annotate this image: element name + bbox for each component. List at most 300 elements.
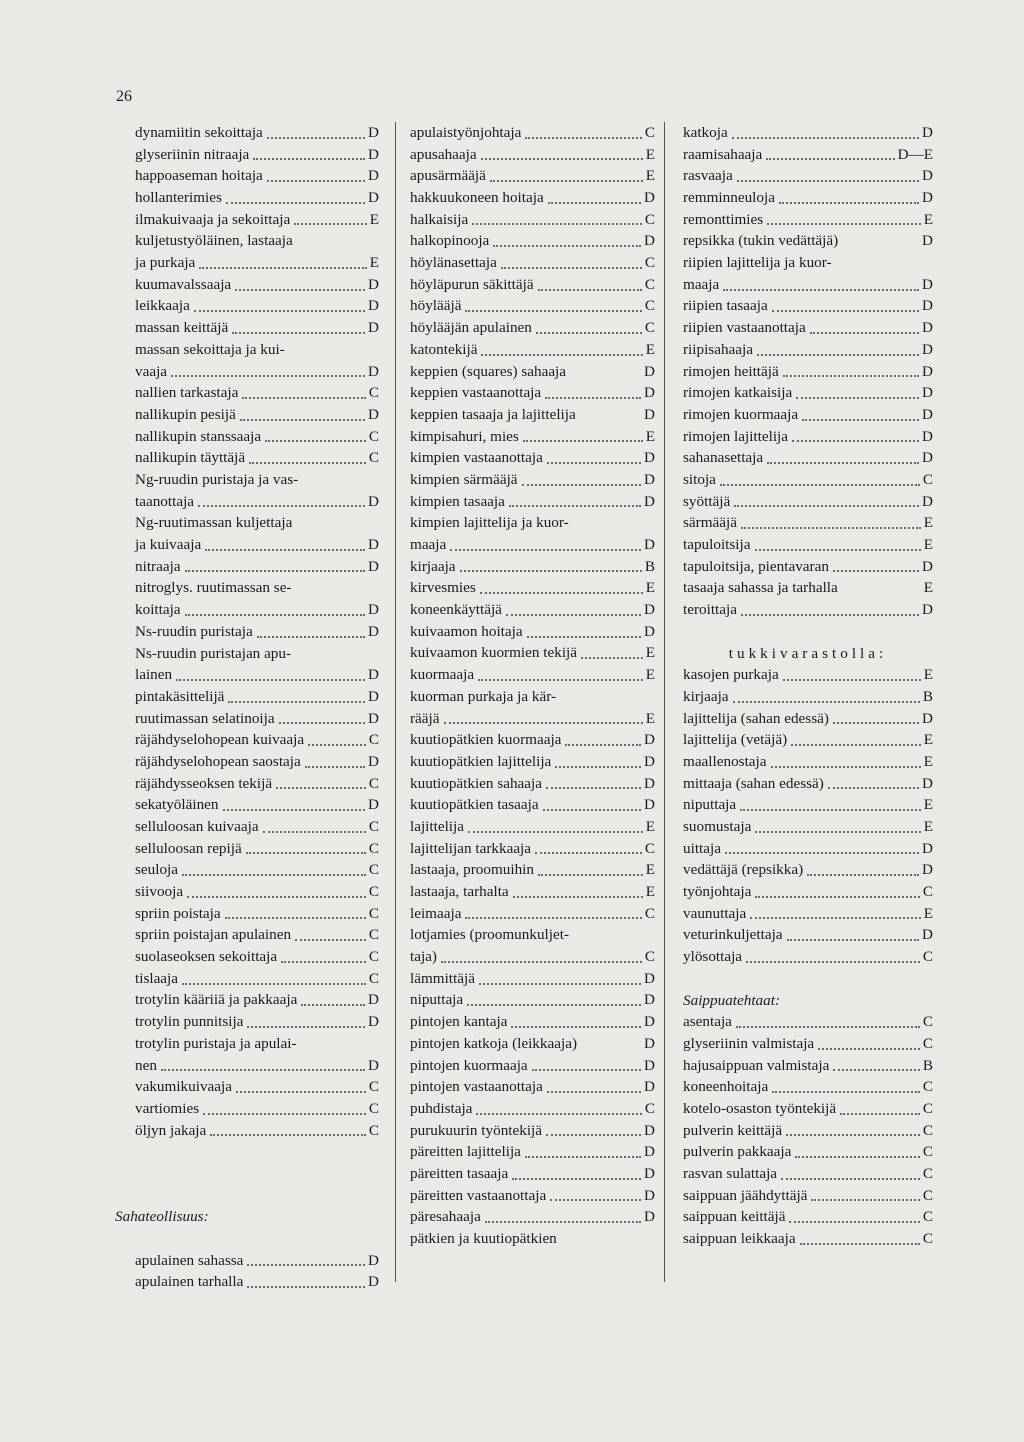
occupation-label: höyläpurun säkittäjä [410, 275, 534, 293]
dot-leader [468, 831, 643, 833]
occupation-label-line: Ng-ruudin puristaja ja vas- [135, 471, 299, 488]
occupation-entry [135, 165, 379, 187]
occupation-label: riipisahaaja [683, 340, 753, 358]
occupation-label: työnjohtaja [683, 883, 752, 901]
spacer [683, 968, 933, 990]
occupation-label: uittaja [683, 839, 721, 857]
class-code: D [922, 601, 933, 619]
dot-leader [766, 158, 894, 160]
dot-leader [732, 137, 919, 139]
occupation-entry [135, 1011, 379, 1033]
occupation-label-line: massan sekoittaja ja kui- [135, 340, 285, 358]
class-code: D [922, 189, 933, 207]
occupation-entry [410, 751, 655, 773]
dot-leader [512, 1178, 641, 1180]
class-code: E [923, 731, 933, 749]
occupation-label: asentaja [683, 1013, 732, 1031]
occupation-label: maaja [410, 536, 447, 554]
occupation-label: vartiomies [135, 1099, 200, 1117]
dot-leader [811, 1199, 919, 1201]
class-code: D [368, 796, 379, 814]
class-code: D [368, 557, 379, 575]
class-code: D [368, 622, 379, 640]
dot-leader [767, 462, 919, 464]
dot-leader [781, 1178, 920, 1180]
class-code: D [368, 189, 379, 207]
occupation-label-line: lotjamies (proomunkuljet- [410, 926, 570, 944]
occupation-label: vedättäjä (repsikka) [683, 861, 804, 879]
dot-leader [203, 1113, 366, 1115]
dot-leader [527, 636, 641, 638]
occupation-entry [683, 187, 933, 209]
occupation-label: repsikka (tukin vedättäjä) [683, 232, 839, 250]
dot-leader [741, 527, 921, 529]
class-code: D [644, 1164, 655, 1182]
occupation-label: selluloosan repijä [135, 839, 242, 857]
dot-leader [807, 874, 919, 876]
occupation-label: seuloja [135, 861, 179, 879]
occupation-label: kotelo-osaston työntekijä [683, 1099, 837, 1117]
occupation-entry [135, 686, 379, 708]
dot-leader [755, 831, 920, 833]
occupation-label: kirjaaja [410, 557, 456, 575]
class-code: D [644, 1034, 655, 1052]
occupation-label: tapuloitsija [683, 536, 751, 554]
occupation-label-line: nitroglys. ruutimassan se- [135, 579, 292, 597]
class-code: D [922, 449, 933, 467]
occupation-entry [683, 729, 933, 751]
occupation-label: pintakäsittelijä [135, 687, 225, 705]
class-code: C [368, 1121, 379, 1139]
class-code: C [644, 948, 655, 966]
occupation-entry [135, 773, 379, 795]
occupation-label: sekatyöläinen [135, 796, 219, 814]
spacer [135, 1141, 379, 1163]
dot-leader [535, 852, 642, 854]
occupation-entry [135, 1271, 379, 1293]
occupation-entry [683, 664, 933, 686]
dot-leader [522, 484, 641, 486]
occupation-label-line: pätkien ja kuutiopätkien [410, 1230, 557, 1248]
occupation-entry [410, 1141, 655, 1163]
class-code: C [368, 904, 379, 922]
class-code: D [922, 926, 933, 944]
occupation-label: lajittelija (sahan edessä) [683, 709, 829, 727]
class-code: D [368, 601, 379, 619]
class-code: D [922, 123, 933, 141]
occupation-entry [135, 144, 379, 166]
occupation-entry [683, 946, 933, 968]
class-code: C [644, 297, 655, 315]
occupation-label: apulaistyönjohtaja [410, 123, 522, 141]
class-code: C [368, 861, 379, 879]
occupation-label-line: Ng-ruutimassan kuljettaja [135, 514, 293, 532]
occupation-label: kirvesmies [410, 579, 476, 597]
class-code: C [368, 817, 379, 835]
occupation-label: saippuan leikkaaja [683, 1230, 796, 1248]
occupation-label: Ns-ruudin puristaja [135, 622, 253, 640]
class-code: E [645, 167, 655, 185]
occupation-entry [135, 1076, 379, 1098]
occupation-entry [410, 859, 655, 881]
occupation-entry [683, 1011, 933, 1033]
dot-leader [279, 722, 365, 724]
occupation-label: vakumikuivaaja [135, 1078, 232, 1096]
occupation-entry [683, 491, 933, 513]
occupation-entry [410, 447, 655, 469]
class-code: D [922, 340, 933, 358]
class-code: C [644, 319, 655, 337]
occupation-entry [410, 729, 655, 751]
dot-leader [247, 1264, 365, 1266]
class-code: E [645, 709, 655, 727]
dot-leader [548, 202, 641, 204]
occupation-entry [135, 361, 379, 383]
class-code: D [368, 666, 379, 684]
dot-leader [450, 549, 641, 551]
occupation-label: nitraaja [135, 557, 181, 575]
dot-leader [242, 397, 366, 399]
occupation-entry [683, 144, 933, 166]
occupation-entry [683, 924, 933, 946]
occupation-entry [683, 708, 933, 730]
dot-leader [247, 1286, 365, 1288]
page-number: 26 [116, 88, 132, 105]
occupation-entry [683, 1120, 933, 1142]
occupation-entry [683, 599, 933, 621]
class-code: C [922, 1078, 933, 1096]
occupation-label: kuumavalssaaja [135, 275, 232, 293]
occupation-label: trotylin kääriiä ja pakkaaja [135, 991, 298, 1009]
occupation-entry [683, 447, 933, 469]
column-divider [664, 122, 665, 1282]
occupation-entry [410, 577, 655, 599]
dot-leader [810, 332, 919, 334]
dot-leader [772, 310, 919, 312]
occupation-entry [135, 838, 379, 860]
dot-leader [246, 852, 366, 854]
occupation-label: rimojen heittäjä [683, 362, 779, 380]
class-code: E [645, 427, 655, 445]
occupation-label: riipien tasaaja [683, 297, 768, 315]
occupation-entry [683, 469, 933, 491]
occupation-entry [410, 708, 655, 730]
occupation-entry [683, 1076, 933, 1098]
occupation-label: keppien vastaanottaja [410, 384, 542, 402]
occupation-label: rasvaaja [683, 167, 733, 185]
class-code: C [368, 1078, 379, 1096]
dot-leader [725, 852, 919, 854]
dot-leader [182, 983, 366, 985]
occupation-label: suolaseoksen sekoittaja [135, 948, 278, 966]
class-code: D [368, 1056, 379, 1074]
occupation-label: kimpien tasaaja [410, 492, 505, 510]
class-code: C [922, 1143, 933, 1161]
class-code: D [368, 709, 379, 727]
class-code: D [644, 601, 655, 619]
dot-leader [772, 1091, 920, 1093]
dot-leader [247, 1026, 365, 1028]
class-code: D [644, 796, 655, 814]
dot-leader [479, 983, 641, 985]
class-code: D [922, 709, 933, 727]
class-code: D [644, 622, 655, 640]
class-code: D [368, 405, 379, 423]
occupation-entry [135, 729, 379, 751]
dot-leader [581, 657, 643, 659]
occupation-label: maaja [683, 275, 720, 293]
class-code: C [922, 1164, 933, 1182]
occupation-label: katkoja [683, 123, 728, 141]
occupation-entry [410, 664, 655, 686]
class-code: C [922, 883, 933, 901]
occupation-entry [410, 382, 655, 404]
dot-leader [550, 1199, 641, 1201]
occupation-entry [135, 426, 379, 448]
dot-leader [465, 310, 641, 312]
occupation-label: kuutiopätkien kuormaaja [410, 731, 562, 749]
dot-leader [757, 354, 919, 356]
dot-leader [746, 961, 920, 963]
occupation-entry [135, 187, 379, 209]
occupation-label: kuormaaja [410, 666, 475, 684]
occupation-label: pintojen vastaanottaja [410, 1078, 543, 1096]
occupation-label: pintojen kantaja [410, 1013, 508, 1031]
dot-leader [171, 375, 365, 377]
occupation-entry [135, 534, 379, 556]
occupation-entry [135, 990, 379, 1012]
occupation-entry [135, 794, 379, 816]
class-code: D [368, 752, 379, 770]
occupation-label: räjähdyselohopean kuivaaja [135, 731, 305, 749]
class-code: E [923, 210, 933, 228]
class-code: D [368, 1251, 379, 1269]
class-code: D [922, 297, 933, 315]
occupation-label: apulainen sahassa [135, 1251, 244, 1269]
occupation-entry [683, 859, 933, 881]
occupation-label: hajusaippuan valmistaja [683, 1056, 830, 1074]
class-code: D [922, 232, 933, 250]
occupation-label: kuivaamon hoitaja [410, 622, 523, 640]
dot-leader [511, 1026, 641, 1028]
class-code: D [644, 405, 655, 423]
occupation-entry [683, 1228, 933, 1250]
occupation-entry [683, 816, 933, 838]
occupation-entry [410, 252, 655, 274]
occupation-label: purukuurin työntekijä [410, 1121, 543, 1139]
occupation-label: nallikupin pesijä [135, 405, 236, 423]
occupation-entry [135, 903, 379, 925]
occupation-entry [410, 881, 655, 903]
occupation-entry [135, 447, 379, 469]
class-code: D [368, 297, 379, 315]
section-heading: Saippuatehtaat: [683, 991, 781, 1009]
class-code: D [644, 752, 655, 770]
dot-leader [225, 917, 366, 919]
occupation-label-line: kimpien lajittelija ja kuor- [410, 514, 569, 532]
occupation-label: ruutimassan selatinoija [135, 709, 275, 727]
occupation-label: koneenhoitaja [683, 1078, 769, 1096]
occupation-entry [683, 1098, 933, 1120]
occupation-entry [683, 534, 933, 556]
dot-leader [555, 766, 641, 768]
dot-leader [210, 1134, 366, 1136]
class-code: C [644, 839, 655, 857]
occupation-entry [410, 968, 655, 990]
occupation-label: kimpisahuri, mies [410, 427, 519, 445]
occupation-label-line: Ns-ruudin puristajan apu- [135, 644, 292, 662]
dot-leader [228, 701, 365, 703]
occupation-label: tislaaja [135, 969, 179, 987]
class-code: D [644, 362, 655, 380]
dot-leader [565, 744, 641, 746]
dot-leader [480, 592, 643, 594]
class-code: C [368, 883, 379, 901]
dot-leader [465, 917, 641, 919]
class-code: E [645, 883, 655, 901]
occupation-label: lainen [135, 666, 173, 684]
occupation-label: keppien tasaaja ja lajittelija [410, 405, 576, 423]
occupation-label: vaaja [135, 362, 168, 380]
occupation-label: lämmittäjä [410, 969, 475, 987]
dot-leader [198, 505, 365, 507]
section-heading: Sahateollisuus: [115, 1208, 209, 1226]
occupation-label: saippuan keittäjä [683, 1208, 786, 1226]
occupation-entry [135, 1055, 379, 1077]
occupation-entry [683, 317, 933, 339]
occupation-entry [410, 556, 655, 578]
occupation-entry [135, 816, 379, 838]
occupation-label: räjähdysseoksen tekijä [135, 774, 273, 792]
occupation-entry [135, 968, 379, 990]
occupation-label: vaunuttaja [683, 904, 747, 922]
dot-leader [791, 744, 921, 746]
occupation-entry [683, 404, 933, 426]
occupation-label-line: kuljetustyöläinen, lastaaja [135, 232, 293, 250]
occupation-label-line: riipien lajittelija ja kuor- [683, 254, 832, 272]
occupation-entry [410, 317, 655, 339]
occupation-entry [410, 230, 655, 252]
occupation-entry [683, 881, 933, 903]
occupation-label: suomustaja [683, 817, 752, 835]
dot-leader [481, 354, 642, 356]
class-code: E [369, 254, 379, 272]
occupation-label: koittaja [135, 601, 181, 619]
dot-leader [478, 679, 643, 681]
occupation-label: päreitten lajittelija [410, 1143, 521, 1161]
dot-leader [771, 766, 921, 768]
class-code: E [923, 514, 933, 532]
class-code: D [644, 189, 655, 207]
occupation-entry [135, 599, 379, 621]
occupation-label: riipien vastaanottaja [683, 319, 806, 337]
occupation-entry [410, 1206, 655, 1228]
occupation-label: pulverin keittäjä [683, 1121, 783, 1139]
occupation-entry [135, 708, 379, 730]
dot-leader [538, 289, 642, 291]
class-code: D [368, 991, 379, 1009]
column-1 [115, 122, 379, 1293]
occupation-entry [410, 643, 655, 665]
class-code: D [922, 492, 933, 510]
dot-leader [833, 722, 919, 724]
dot-leader [786, 1134, 920, 1136]
class-code: C [368, 926, 379, 944]
dot-leader [547, 1091, 641, 1093]
occupation-label: ylösottaja [683, 948, 743, 966]
spacer [135, 1228, 379, 1250]
dot-leader [205, 549, 365, 551]
occupation-label: halkopinooja [410, 232, 490, 250]
occupation-label: glyseriinin valmistaja [683, 1034, 815, 1052]
class-code: C [368, 948, 379, 966]
occupation-label: nallikupin stanssaaja [135, 427, 262, 445]
dot-leader [737, 180, 919, 182]
class-code: D [922, 362, 933, 380]
dot-leader [176, 679, 365, 681]
class-code: E [645, 861, 655, 879]
dot-leader [547, 462, 641, 464]
occupation-entry [410, 187, 655, 209]
occupation-entry [683, 382, 933, 404]
class-code: E [923, 817, 933, 835]
occupation-entry [683, 577, 933, 599]
occupation-entry [135, 924, 379, 946]
class-code: D [644, 384, 655, 402]
occupation-entry [683, 426, 933, 448]
occupation-label: apusärmääjä [410, 167, 486, 185]
occupation-label: kirjaaja [683, 687, 729, 705]
occupation-label: rimojen katkaisija [683, 384, 793, 402]
occupation-entry [410, 534, 655, 556]
class-code: E [645, 644, 655, 662]
occupation-label: keppien (squares) sahaaja [410, 362, 567, 380]
class-code: D [922, 384, 933, 402]
class-code: D [644, 1056, 655, 1074]
dot-leader [476, 1113, 641, 1115]
class-code: C [368, 969, 379, 987]
occupation-label: dynamiitin sekoittaja [135, 123, 263, 141]
class-code: D [368, 167, 379, 185]
occupation-entry [683, 274, 933, 296]
dot-leader [185, 570, 365, 572]
class-code: D [368, 492, 379, 510]
occupation-entry [135, 859, 379, 881]
occupation-entry [683, 1163, 933, 1185]
class-code: C [922, 1034, 933, 1052]
dot-leader [513, 896, 643, 898]
class-code: D [644, 1078, 655, 1096]
occupation-entry [135, 404, 379, 426]
dot-leader [833, 1069, 920, 1071]
occupation-entry [683, 1185, 933, 1207]
dot-leader [467, 1004, 641, 1006]
dot-leader [253, 158, 365, 160]
occupation-label: taanottaja [135, 492, 195, 510]
occupation-entry [410, 990, 655, 1012]
dot-leader [441, 961, 642, 963]
occupation-label: nallien tarkastaja [135, 384, 239, 402]
dot-leader [789, 1221, 919, 1223]
occupation-entry [135, 209, 379, 231]
dot-leader [509, 505, 641, 507]
occupation-entry [683, 838, 933, 860]
dot-leader [182, 874, 366, 876]
class-code: D [368, 275, 379, 293]
class-code: E [923, 666, 933, 684]
class-code: D [368, 123, 379, 141]
dot-leader [460, 570, 642, 572]
